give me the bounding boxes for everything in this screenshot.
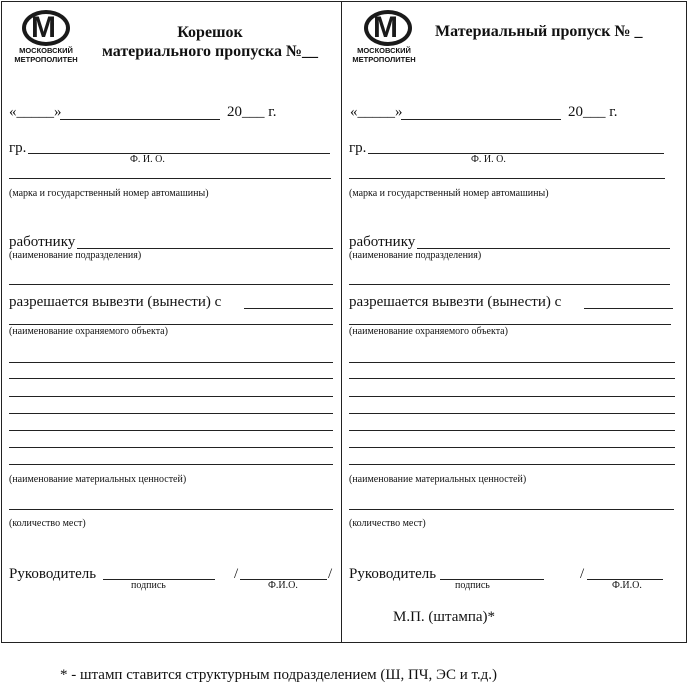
places-caption: (количество мест) bbox=[9, 518, 86, 529]
footnote: * - штамп ставится структурным подразделением (Ш, ПЧ, ЭС и т.д.) bbox=[60, 667, 498, 683]
places-line[interactable] bbox=[349, 509, 674, 510]
car-caption: (марка и государственный номер автомашины) bbox=[9, 188, 209, 199]
object-line[interactable] bbox=[9, 324, 333, 325]
values-line[interactable] bbox=[349, 413, 675, 414]
stamp-label: М.П. (штампа)* bbox=[393, 609, 496, 625]
division-line[interactable] bbox=[9, 284, 333, 285]
slash-left: / bbox=[234, 566, 239, 582]
date-month-line[interactable] bbox=[60, 119, 220, 120]
values-line[interactable] bbox=[349, 447, 675, 448]
logo-caption-line2: МЕТРОПОЛИТЕН bbox=[14, 55, 78, 64]
places-line[interactable] bbox=[9, 509, 333, 510]
values-line[interactable] bbox=[9, 396, 333, 397]
gr-label: гр. bbox=[349, 140, 367, 156]
values-line[interactable] bbox=[9, 378, 333, 379]
car-caption: (марка и государственный номер автомашины) bbox=[349, 188, 549, 199]
values-caption: (наименование материальных ценностей) bbox=[349, 474, 527, 485]
values-line[interactable] bbox=[9, 362, 333, 363]
car-line[interactable] bbox=[9, 178, 331, 179]
stub-title-line2: материального пропуска №__ bbox=[101, 43, 319, 60]
values-line[interactable] bbox=[9, 447, 333, 448]
date-day-field[interactable]: «_____» bbox=[350, 104, 403, 120]
values-line[interactable] bbox=[9, 430, 333, 431]
values-line[interactable] bbox=[349, 464, 675, 465]
values-caption: (наименование материальных ценностей) bbox=[9, 474, 187, 485]
fio2-caption: Ф.И.О. bbox=[612, 580, 642, 591]
object-caption: (наименование охраняемого объекта) bbox=[9, 326, 168, 337]
fio2-caption: Ф.И.О. bbox=[268, 580, 298, 591]
allowed-line[interactable] bbox=[244, 308, 333, 309]
worker-line[interactable] bbox=[417, 248, 670, 249]
head-label: Руководитель bbox=[349, 566, 437, 582]
date-year-field[interactable]: 20___ г. bbox=[227, 104, 277, 120]
stub-title-line1: Корешок bbox=[177, 24, 243, 41]
worker-label: работнику bbox=[9, 234, 76, 250]
allowed-line[interactable] bbox=[584, 308, 673, 309]
values-line[interactable] bbox=[349, 430, 675, 431]
gr-label: гр. bbox=[9, 140, 27, 156]
slash-right: / bbox=[328, 566, 333, 582]
logo-caption-line1: МОСКОВСКИЙ bbox=[357, 46, 411, 55]
pass-border bbox=[341, 1, 687, 643]
fio-caption: Ф. И. О. bbox=[471, 154, 506, 165]
logo-caption-line1: МОСКОВСКИЙ bbox=[19, 46, 73, 55]
car-line[interactable] bbox=[349, 178, 665, 179]
values-line[interactable] bbox=[349, 378, 675, 379]
division-line[interactable] bbox=[349, 284, 670, 285]
values-line[interactable] bbox=[9, 464, 333, 465]
date-year-field[interactable]: 20___ г. bbox=[568, 104, 618, 120]
fio-caption: Ф. И. О. bbox=[130, 154, 165, 165]
object-caption: (наименование охраняемого объекта) bbox=[349, 326, 508, 337]
head-label: Руководитель bbox=[9, 566, 97, 582]
values-line[interactable] bbox=[9, 413, 333, 414]
logo-caption-line2: МЕТРОПОЛИТЕН bbox=[352, 55, 416, 64]
metro-m-icon: M bbox=[373, 11, 398, 44]
worker-label: работнику bbox=[349, 234, 416, 250]
date-day-field[interactable]: «_____» bbox=[9, 104, 62, 120]
worker-line[interactable] bbox=[77, 248, 333, 249]
date-month-line[interactable] bbox=[401, 119, 561, 120]
signature-caption: подпись bbox=[131, 580, 166, 591]
slash: / bbox=[580, 566, 585, 582]
places-caption: (количество мест) bbox=[349, 518, 426, 529]
stub-border bbox=[1, 1, 342, 643]
division-caption: (наименование подразделения) bbox=[349, 250, 482, 261]
allowed-label: разрешается вывезти (вынести) с bbox=[349, 294, 562, 310]
metro-m-icon: M bbox=[31, 11, 56, 44]
fio-line[interactable] bbox=[28, 153, 330, 154]
values-line[interactable] bbox=[349, 362, 675, 363]
fio-line[interactable] bbox=[368, 153, 664, 154]
pass-title: Материальный пропуск № _ bbox=[435, 23, 643, 40]
allowed-label: разрешается вывезти (вынести) с bbox=[9, 294, 222, 310]
object-line[interactable] bbox=[349, 324, 671, 325]
division-caption: (наименование подразделения) bbox=[9, 250, 142, 261]
signature-caption: подпись bbox=[455, 580, 490, 591]
values-line[interactable] bbox=[349, 396, 675, 397]
